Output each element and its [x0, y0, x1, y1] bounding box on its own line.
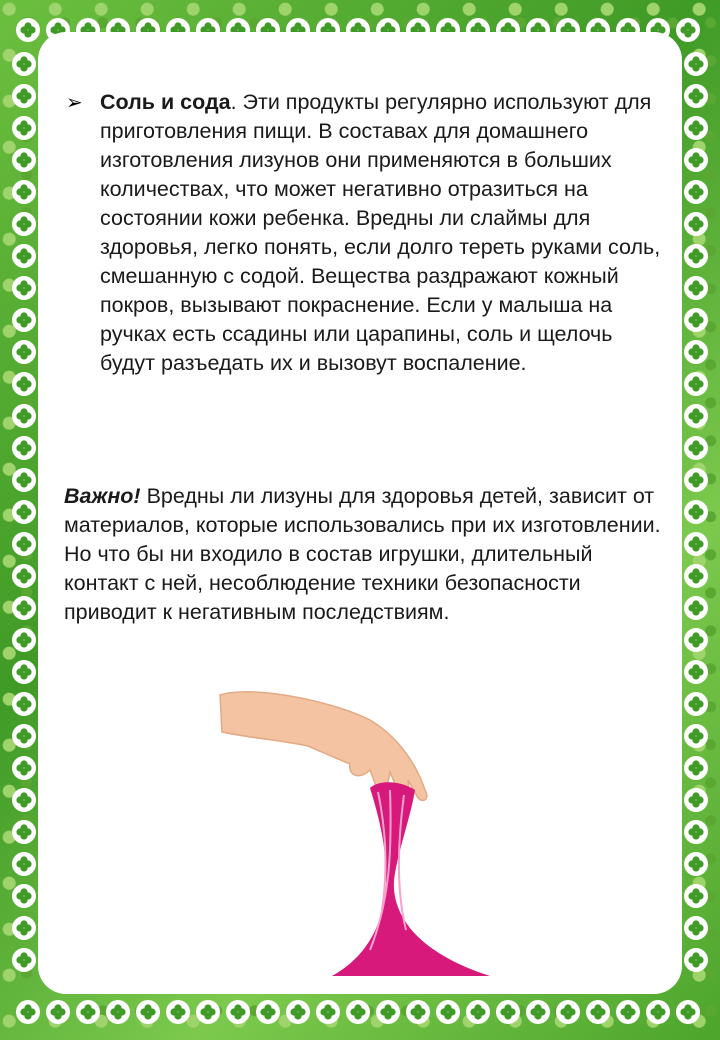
clover-icon [684, 948, 708, 972]
clover-icon [406, 1000, 430, 1024]
clover-icon [684, 852, 708, 876]
clover-icon [12, 212, 36, 236]
clover-icon [12, 916, 36, 940]
clover-icon [12, 692, 36, 716]
clover-icon [12, 468, 36, 492]
arrow-bullet-icon: ➢ [66, 92, 83, 114]
clover-icon [12, 564, 36, 588]
clover-icon [684, 756, 708, 780]
clover-icon [12, 84, 36, 108]
clover-icon [12, 948, 36, 972]
clover-icon [12, 244, 36, 268]
clover-icon [684, 596, 708, 620]
bullet-item [64, 88, 664, 378]
clover-icon [684, 308, 708, 332]
clover-icon [286, 1000, 310, 1024]
clover-icon [12, 532, 36, 556]
clover-icon [12, 116, 36, 140]
clover-icon [684, 436, 708, 460]
clover-icon [684, 500, 708, 524]
clover-icon [684, 116, 708, 140]
clover-icon [684, 148, 708, 172]
clover-icon [226, 1000, 250, 1024]
clover-icon [646, 1000, 670, 1024]
clover-icon [166, 1000, 190, 1024]
clover-icon [586, 1000, 610, 1024]
important-label: Важно! [64, 484, 141, 508]
clover-icon [684, 244, 708, 268]
clover-icon [684, 468, 708, 492]
slime-icon [332, 782, 490, 976]
clover-icon [12, 724, 36, 748]
clover-icon [684, 884, 708, 908]
clover-icon [12, 500, 36, 524]
clover-icon [684, 372, 708, 396]
clover-icon [12, 596, 36, 620]
clover-icon [684, 212, 708, 236]
clover-icon [106, 1000, 130, 1024]
clover-icon [12, 852, 36, 876]
clover-icon [196, 1000, 220, 1024]
clover-icon [684, 180, 708, 204]
clover-icon [466, 1000, 490, 1024]
clover-icon [684, 692, 708, 716]
clover-icon [684, 532, 708, 556]
clover-icon [256, 1000, 280, 1024]
clover-icon [46, 1000, 70, 1024]
clover-icon [684, 564, 708, 588]
clover-icon [16, 1000, 40, 1024]
clover-icon [76, 1000, 100, 1024]
important-note [64, 482, 664, 627]
clover-icon [556, 1000, 580, 1024]
clover-icon [376, 1000, 400, 1024]
clover-icon [12, 52, 36, 76]
clover-icon [12, 820, 36, 844]
bullet-text: . Эти продукты регулярно используют для приготовления пищи. В составах для домашнего изготовления лизунов они применяются в больших количествах, что может негативно отразиться на состоянии кожи ребенка. Вредны ли слаймы для здоровья, легко понять, если долго тереть руками соль, смешанную с содой. Вещества раздражают кожный покров, вызывают покраснение. Если у малыша на ручках есть ссадины или царапины, соль и щелочь будут разъедать их и вызовут воспаление. [100, 90, 661, 375]
clover-icon [12, 180, 36, 204]
important-text: Вредны ли лизуны для здоровья детей, зависит от материалов, которые использовались при их изготовлении. Но что бы ни входило в состав игрушки, длительный контакт с ней, несоблюдение техники безопасности приводит к негативным последствиям. [64, 484, 661, 624]
clover-icon [136, 1000, 160, 1024]
clover-icon [12, 404, 36, 428]
clover-icon [684, 660, 708, 684]
clover-icon [12, 148, 36, 172]
clover-icon [12, 788, 36, 812]
clover-icon [12, 372, 36, 396]
clover-icon [684, 276, 708, 300]
clover-icon [684, 916, 708, 940]
bullet-section [64, 88, 664, 378]
clover-icon [12, 756, 36, 780]
clover-icon [12, 660, 36, 684]
hand-with-slime-illustration [210, 680, 510, 980]
clover-icon [526, 1000, 550, 1024]
bullet-heading: Соль и сода [100, 90, 231, 114]
clover-icon [676, 18, 700, 42]
clover-icon [12, 436, 36, 460]
clover-icon [346, 1000, 370, 1024]
clover-icon [684, 788, 708, 812]
clover-icon [684, 404, 708, 428]
clover-icon [436, 1000, 460, 1024]
clover-icon [16, 18, 40, 42]
clover-icon [496, 1000, 520, 1024]
clover-icon [12, 884, 36, 908]
clover-icon [616, 1000, 640, 1024]
clover-icon [684, 84, 708, 108]
clover-icon [12, 308, 36, 332]
clover-icon [12, 276, 36, 300]
clover-icon [684, 820, 708, 844]
clover-icon [684, 52, 708, 76]
clover-icon [316, 1000, 340, 1024]
clover-icon [684, 724, 708, 748]
clover-icon [12, 628, 36, 652]
clover-icon [676, 1000, 700, 1024]
clover-icon [684, 628, 708, 652]
clover-icon [12, 340, 36, 364]
clover-icon [684, 340, 708, 364]
